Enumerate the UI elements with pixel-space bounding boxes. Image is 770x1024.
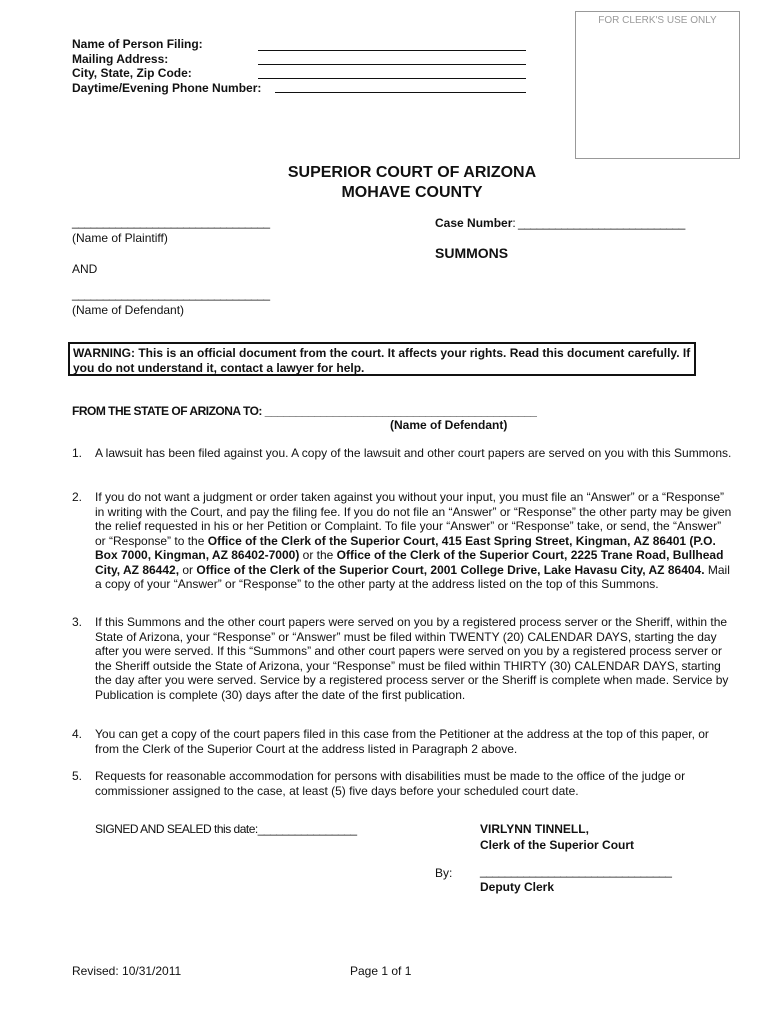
document-title: SUMMONS	[435, 245, 509, 261]
filer-name-field[interactable]	[258, 50, 526, 51]
paragraph-number: 2.	[72, 490, 83, 504]
warning-box	[68, 342, 696, 376]
clerk-name: VIRLYNN TINNELL,	[480, 822, 589, 836]
filer-address-label: Mailing Address:	[72, 51, 169, 66]
page-number: Page 1 of 1	[350, 964, 412, 978]
clerk-use-box	[575, 11, 740, 159]
paragraph-text: A lawsuit has been filed against you. A copy of the lawsuit and other court papers are served on you with this Summons.	[95, 446, 732, 460]
filer-city-field[interactable]	[258, 78, 526, 79]
case-number-label: Case Number	[435, 216, 513, 230]
deputy-signature-field[interactable]: _______________________________	[480, 864, 672, 878]
and-label: AND	[72, 262, 98, 276]
plaintiff-label: (Name of Plaintiff)	[72, 231, 168, 245]
paragraph-text: You can get a copy of the court papers filed in this case from the Petitioner at the address at the top of this paper, or from the Clerk of the Superior Court at the address listed in Paragraph 2 above.	[95, 727, 709, 756]
paragraph-number: 3.	[72, 615, 83, 629]
filer-name-label: Name of Person Filing:	[72, 37, 203, 51]
county-name: MOHAVE COUNTY	[341, 184, 483, 201]
deputy-clerk-label: Deputy Clerk	[480, 880, 555, 894]
lake-havasu-office-address: Office of the Clerk of the Superior Court, 2001 College Drive, Lake Havasu City, AZ 86404.	[196, 562, 705, 577]
court-name: SUPERIOR COURT OF ARIZONA	[287, 164, 537, 181]
filer-info	[72, 37, 261, 95]
bullhead-office-address: Office of the Clerk of the Superior Court, 2225 Trane Road, Bullhead City, AZ 86442,	[95, 548, 724, 577]
paragraph-text: If this Summons and the other court papers were served on you by a registered process server or the Sheriff, within the State of Arizona, your “Response” or “Answer” must be filed within TWENTY (20) CALENDAR DAYS, starting the day after you were served. If this “Summons” and other court papers were served on you by a registered process server or the Sheriff outside the State of Arizona, your “Response” must be filed within THIRTY (30) CALENDAR DAYS, starting the day after you were served. Service by a registered process server or the Sheriff is complete when made. Service by Publication is complete (30) days after the date of the first publication.	[95, 615, 729, 702]
filer-city-label: City, State, Zip Code:	[72, 66, 192, 80]
case-number	[435, 216, 685, 230]
paragraph-text: Requests for reasonable accommodation for persons with disabilities must be made to the office of the judge or commissioner assigned to the case, at least (5) five days before your scheduled court date.	[95, 769, 686, 798]
paragraph-2	[72, 490, 732, 592]
defendant-field[interactable]: ________________________________	[72, 287, 270, 301]
clerk-use-label: FOR CLERK'S USE ONLY	[598, 15, 717, 26]
plaintiff-field[interactable]: ________________________________	[72, 215, 270, 229]
paragraph-4	[72, 727, 732, 756]
paragraph-number: 4.	[72, 727, 83, 741]
paragraph-text: If you do not want a judgment or order taken against you without your input, you must file an “Answer” or a “Response” in writing with the Court, and pay the filing fee. If you do not file an “Answer” or “Response” the other party may be given the relief requested in his or her Petition or Complaint. To file your “Answer” or “Response” take, or send, the “Answer” or “Response” to the Office of the Clerk of the Superior Court, 415 East Spring Street, Kingman, AZ 86401 (P.O. Box 7000, Kingman, AZ 86402-7000) or the Office of the Clerk of the Superior Court, 2225 Trane Road, Bullhead City, AZ 86442, or Office of the Clerk of the Superior Court, 2001 College Drive, Lake Havasu City, AZ 86404. Mail a copy of your “Answer” or “Response” to the other party at the address listed on the top of this Summons.	[95, 490, 732, 591]
paragraph-5	[72, 769, 732, 798]
paragraph-3	[72, 615, 732, 702]
filer-phone-field[interactable]	[275, 92, 526, 93]
defendant-label: (Name of Defendant)	[72, 303, 185, 317]
from-state-line: FROM THE STATE OF ARIZONA TO: ____________________________________________	[72, 404, 537, 418]
warning-text: WARNING: This is an official document from the court. It affects your rights. Read this document carefully. If you do not understand it, contact a lawyer for help.	[73, 346, 691, 375]
filer-phone-label: Daytime/Evening Phone Number:	[72, 80, 262, 95]
signed-sealed-date[interactable]: SIGNED AND SEALED this date:________________	[95, 822, 357, 836]
paragraph-number: 1.	[72, 446, 83, 460]
court-title	[0, 163, 770, 203]
case-number-field[interactable]: : ___________________________	[512, 216, 685, 230]
clerk-title: Clerk of the Superior Court	[480, 838, 635, 852]
by-label: By:	[435, 866, 453, 880]
paragraph-number: 5.	[72, 769, 83, 783]
revised-date: Revised: 10/31/2011	[72, 964, 182, 978]
kingman-office-address: Office of the Clerk of the Superior Court, 415 East Spring Street, Kingman, AZ 86401 (P.O. Box 7000, Kingman, AZ 86402-7000)	[95, 533, 716, 562]
filer-address-field[interactable]	[258, 64, 526, 65]
paragraph-1	[72, 446, 732, 461]
from-defendant-label: (Name of Defendant)	[390, 418, 508, 432]
